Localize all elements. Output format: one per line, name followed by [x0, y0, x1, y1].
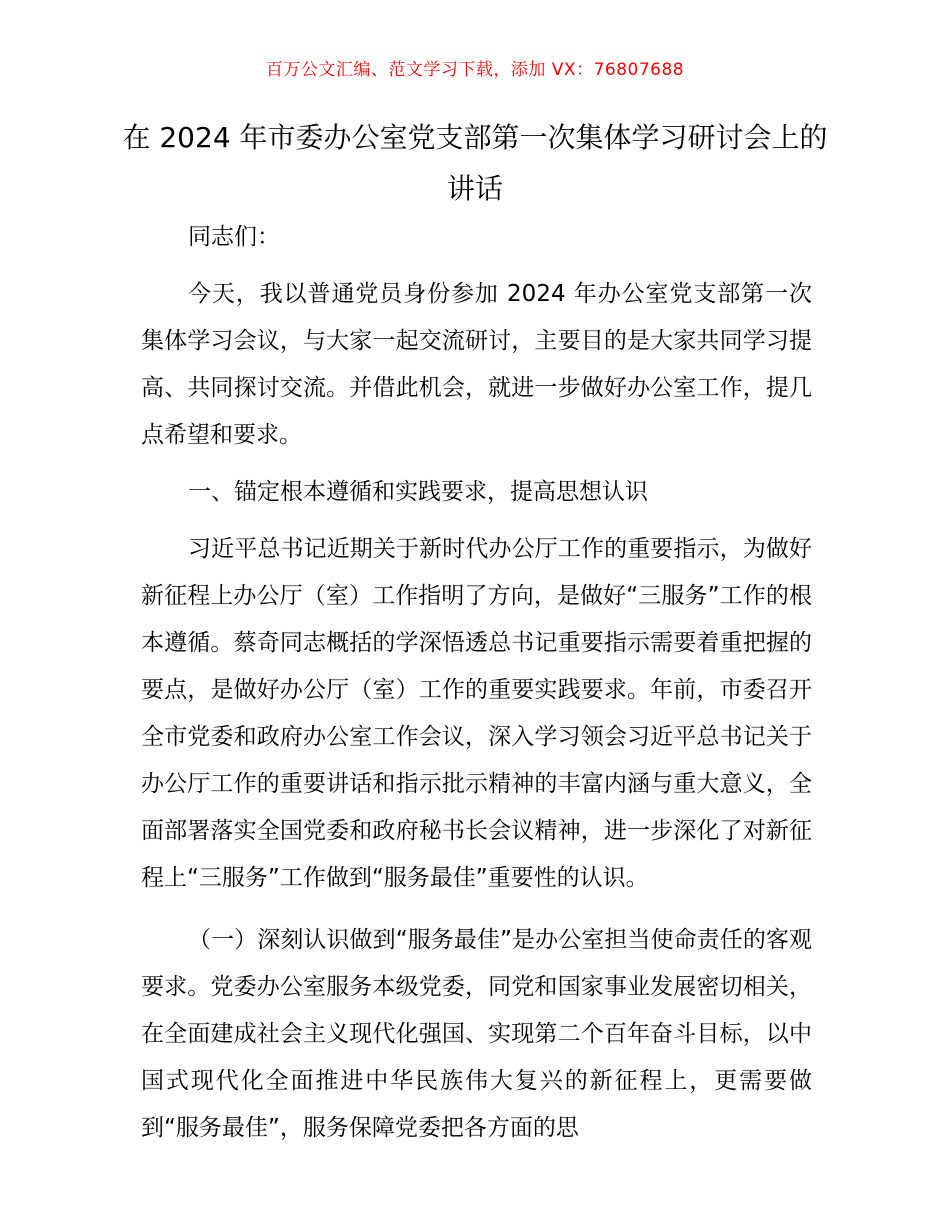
paragraph-subsection-1: （一）深刻认识做到“服务最佳”是办公室担当使命责任的客观要求。党委办公室服务本级党委，同党和国家事业发展密切相关，在全面建成社会主义现代化强国、实现第二个百年奋斗目标，以中国式现代化全面推进中华民族伟大复兴的新征程上，更需要做到“服务最佳”，服务保障党委把各方面的思 [141, 927, 812, 1141]
document-title: 在 2024 年市委办公室党支部第一次集体学习研讨会上的讲话 [122, 121, 828, 205]
document-body [141, 214, 812, 1162]
header-watermark-note: 百万公文汇编、范文学习下载，添加 VX：76807688 [265, 60, 685, 80]
salutation: 同志们： [188, 224, 280, 250]
paragraph-guidance: 习近平总书记近期关于新时代办公厅工作的重要指示，为做好新征程上办公厅（室）工作指明了方向，是做好“三服务”工作的根本遵循。蔡奇同志概括的学深悟透总书记重要指示需要着重把握的要点，是做好办公厅（室）工作的重要实践要求。年前，市委召开全市党委和政府办公室工作会议，深入学习领会习近平总书记关于办公厅工作的重要讲话和指示批示精神的丰富内涵与重大意义，全面部署落实全国党委和政府秘书长会议精神，进一步深化了对新征程上“三服务”工作做到“服务最佳”重要性的认识。 [141, 536, 812, 891]
paragraph-intro: 今天，我以普通党员身份参加 2024 年办公室党支部第一次集体学习会议，与大家一起交流研讨，主要目的是大家共同学习提高、共同探讨交流。并借此机会，就进一步做好办公室工作，提几点希望和要求。 [141, 281, 812, 448]
section-heading-1: 一、锚定根本遵循和实践要求，提高思想认识 [188, 479, 648, 505]
